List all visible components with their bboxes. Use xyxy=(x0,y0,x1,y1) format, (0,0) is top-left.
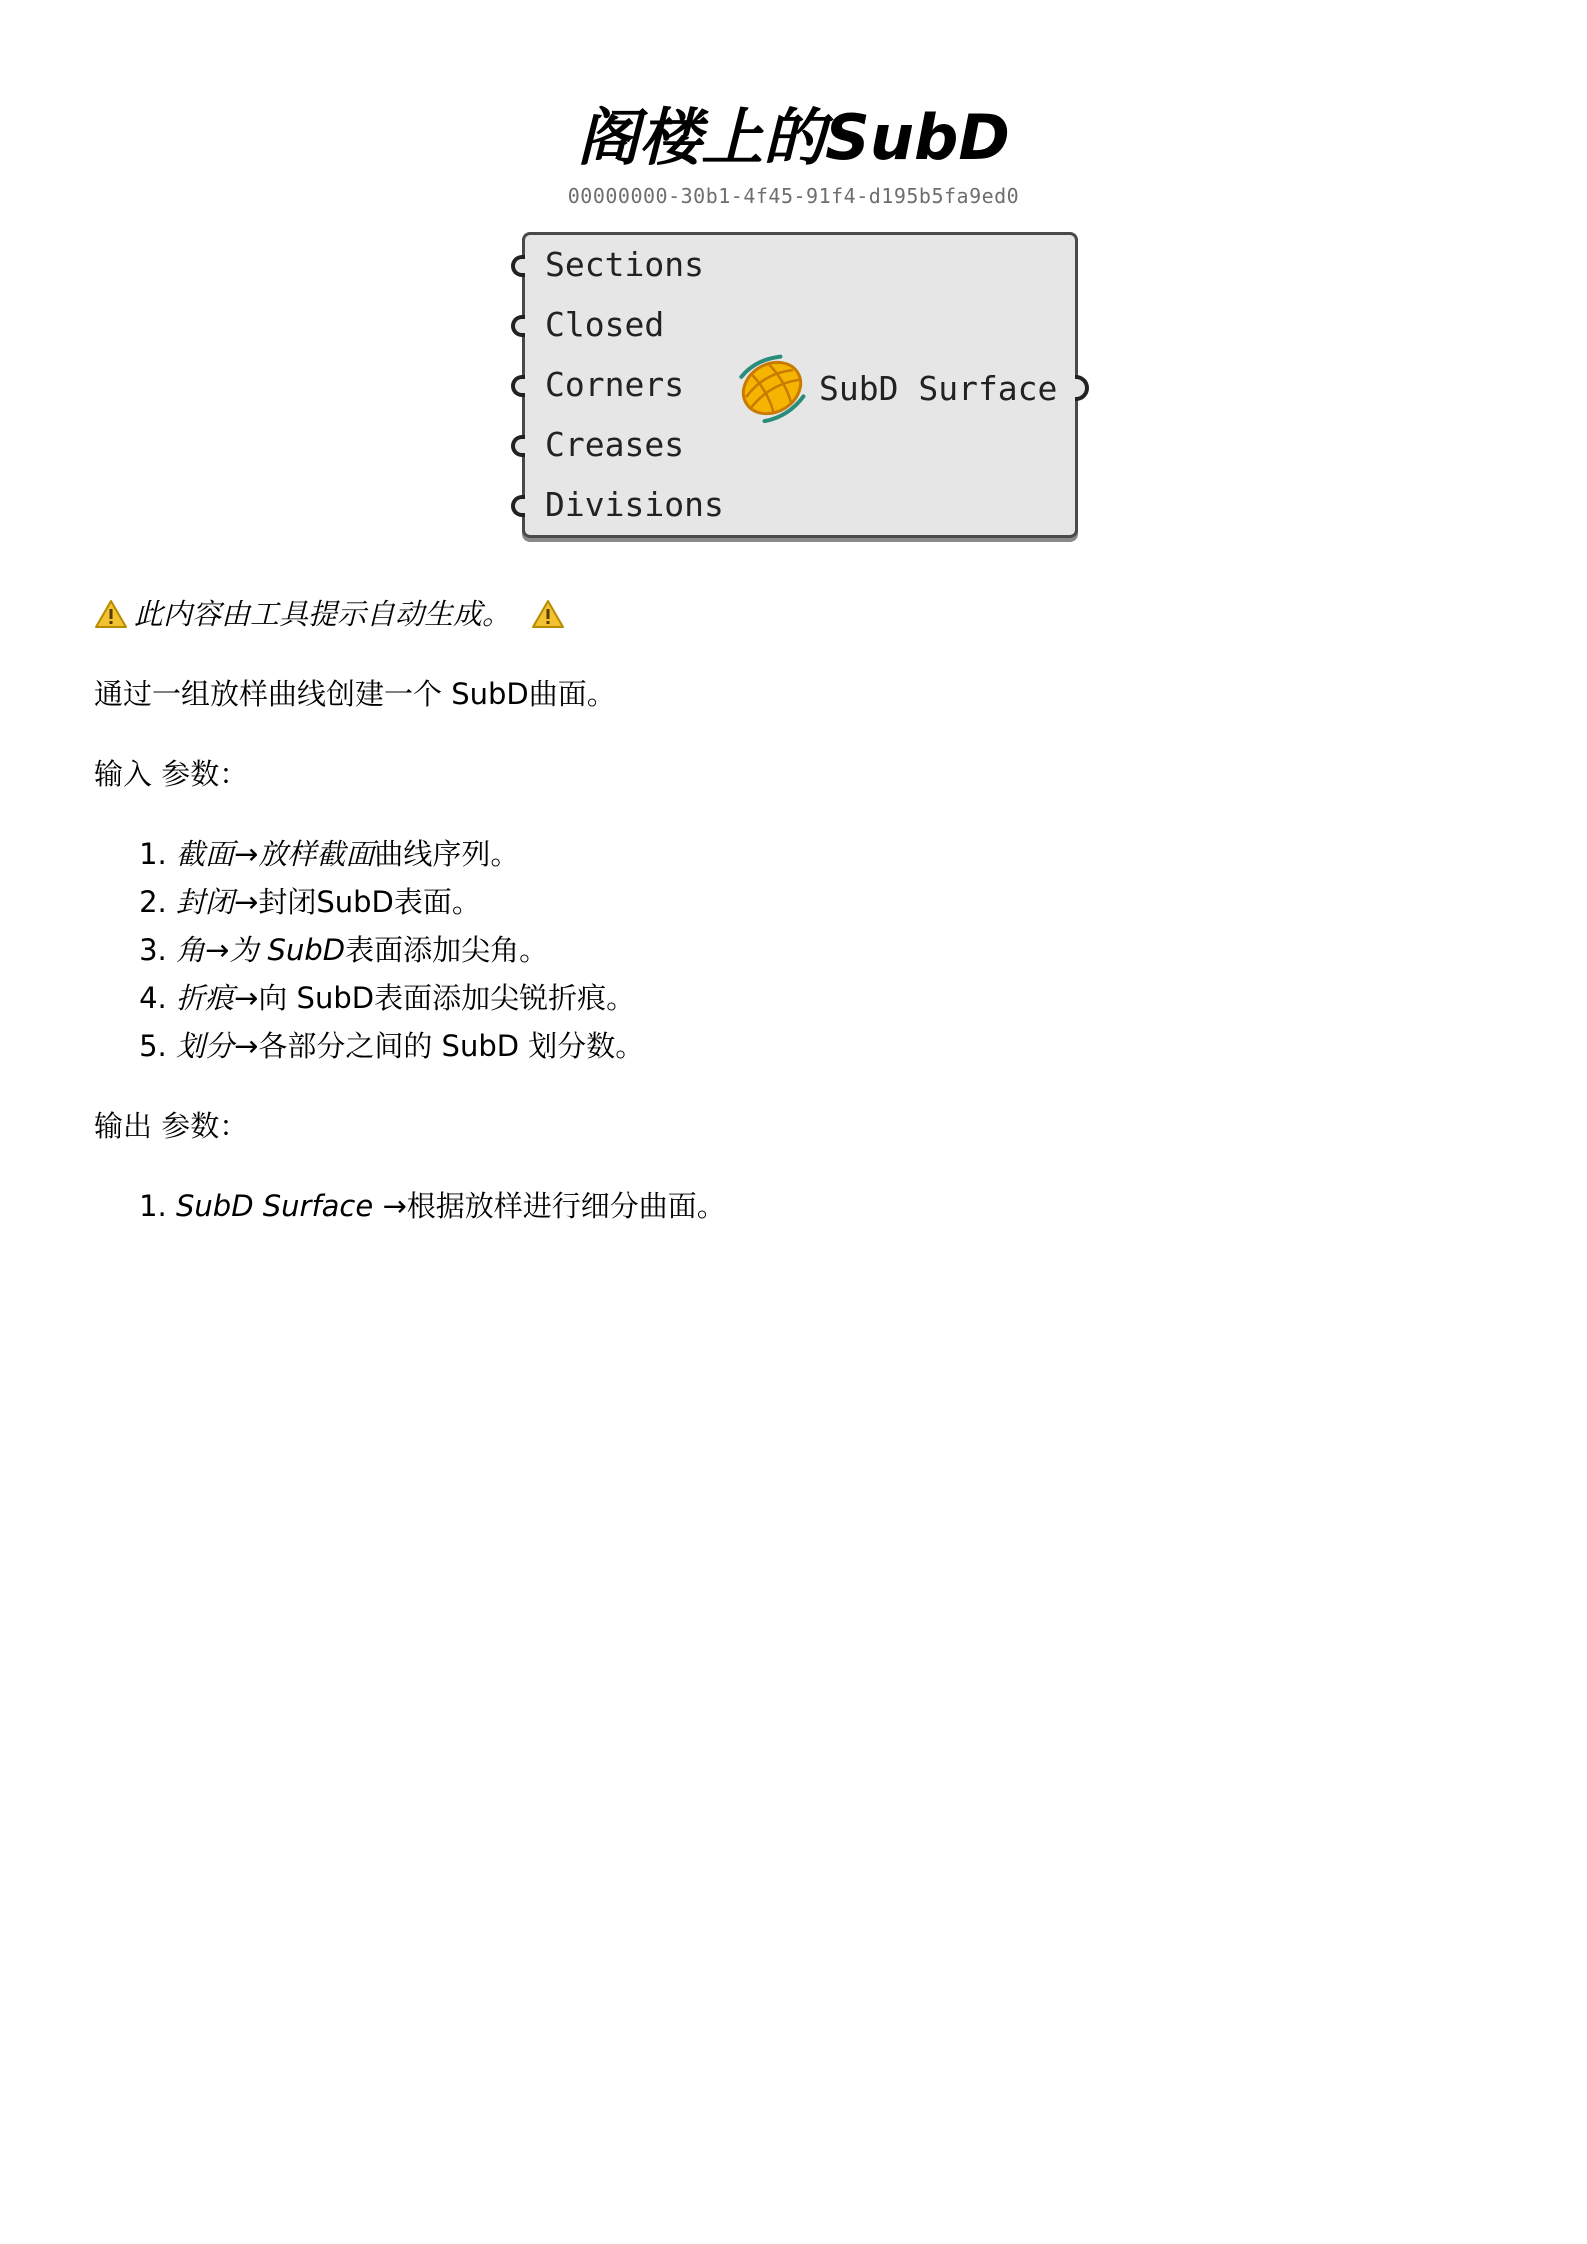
component-guid: 00000000-30b1-4f45-91f4-d195b5fa9ed0 xyxy=(567,184,1020,208)
input-port-divisions[interactable] xyxy=(525,475,785,535)
list-item: 3. 角→为 SubD表面添加尖角。 xyxy=(176,926,1494,974)
input-port-sections[interactable] xyxy=(525,235,785,295)
list-item: 2. 封闭→封闭SubD表面。 xyxy=(176,878,1494,926)
list-item: 1. 截面→放样截面曲线序列。 xyxy=(176,830,1494,878)
input-port-creases[interactable] xyxy=(525,415,785,475)
input-port-closed[interactable] xyxy=(525,295,785,355)
input-label: Divisions xyxy=(545,485,724,524)
inputs-heading: 输入 参数： xyxy=(94,757,249,791)
input-label: Creases xyxy=(545,425,685,464)
warning-icon xyxy=(94,599,128,629)
input-label: Corners xyxy=(545,365,685,404)
input-grip[interactable] xyxy=(511,435,525,457)
subd-loft-icon xyxy=(737,353,807,423)
input-grip[interactable] xyxy=(511,375,525,397)
component-description: 通过一组放样曲线创建一个 SubD曲面。 xyxy=(94,677,616,711)
output-label: SubD Surface xyxy=(819,369,1058,408)
list-item: 4. 折痕→向 SubD表面添加尖锐折痕。 xyxy=(176,974,1494,1022)
input-grip[interactable] xyxy=(511,255,525,277)
warning-icon xyxy=(531,599,565,629)
page-title: 阁楼上的SubD xyxy=(577,101,1010,174)
outputs-list xyxy=(94,1182,1494,1230)
list-item: 5. 划分→各部分之间的 SubD 划分数。 xyxy=(176,1022,1494,1070)
grasshopper-component[interactable] xyxy=(522,232,1078,538)
inputs-list xyxy=(94,830,1494,1070)
output-grip[interactable] xyxy=(1075,375,1089,401)
documentation xyxy=(94,590,1494,1262)
notice-text: 此内容由工具提示自动生成。 xyxy=(134,597,512,631)
input-label: Closed xyxy=(545,305,665,344)
auto-generated-notice xyxy=(94,590,1494,638)
input-grip[interactable] xyxy=(511,315,525,337)
input-label: Sections xyxy=(545,245,704,284)
input-grip[interactable] xyxy=(511,495,525,517)
list-item: 1. SubD Surface →根据放样进行细分曲面。 xyxy=(176,1182,1494,1230)
outputs-heading: 输出 参数： xyxy=(94,1109,249,1143)
